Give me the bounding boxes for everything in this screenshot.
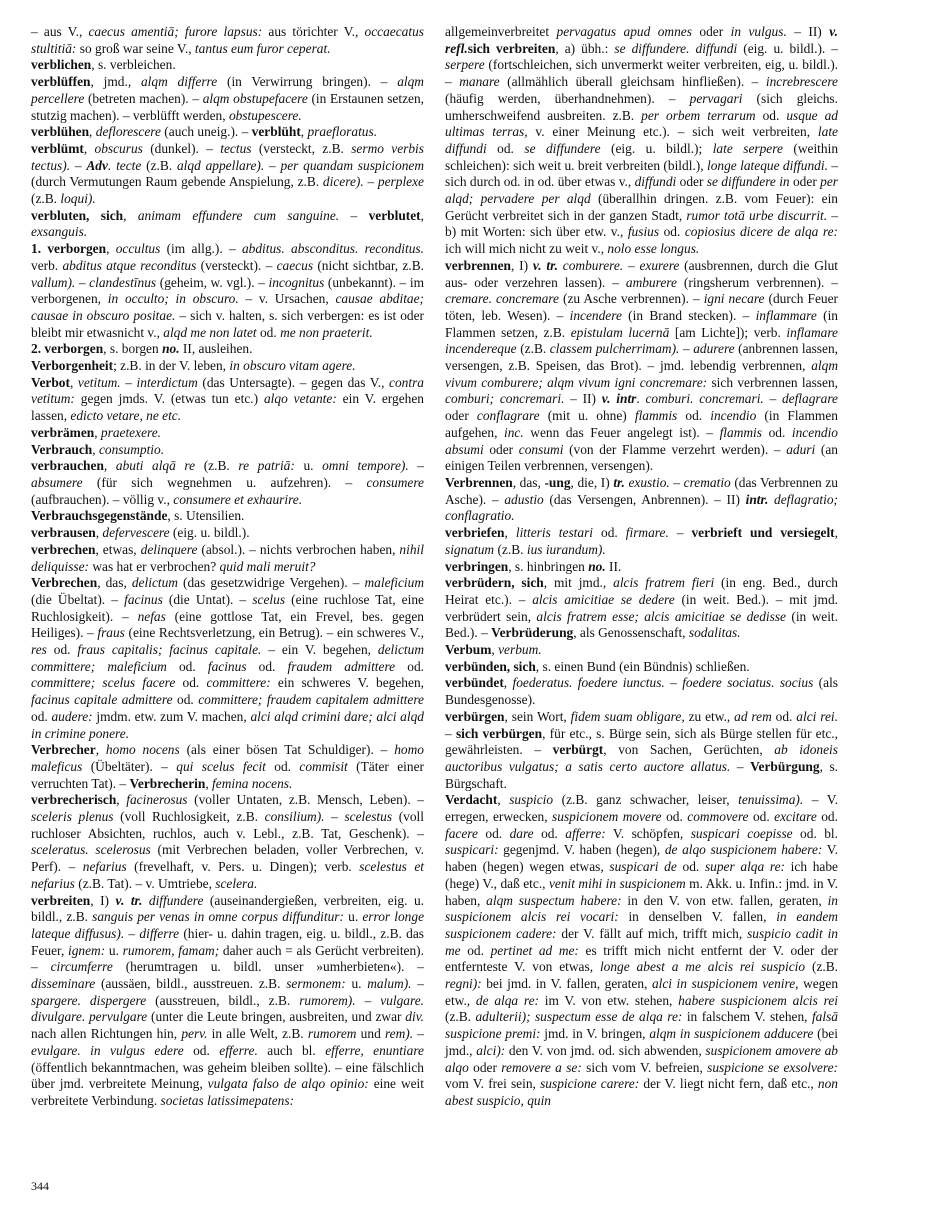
left-column — [31, 24, 424, 1110]
dictionary-entry: Verborgenheit; z.B. in der V. leben, in obscuro vitam agere. — [31, 358, 356, 374]
dictionary-entry: verbluten, sich, animam effundere cum sanguine. – verblutet, exsanguis. — [31, 207, 424, 240]
right-column — [445, 24, 838, 1110]
dictionary-entry: – aus V., caecus amentiā; furore lapsus: aus törichter V., occaecatus stultitiā: so groß war seine V., tantus eum furor ceperat. — [31, 24, 425, 56]
dictionary-entry: Verbrecher, homo nocens (als einer bösen Tat Schuldiger). – homo maleficus (Übeltäter). – qui scelus fecit od. commisit (Täter einer verruchten Tat). – Verbrecherin, femina nocens. — [31, 742, 424, 791]
dictionary-entry: verbrecherisch, facinerosus (voller Untaten, z.B. Mensch, Leben). – sceleris plenus (voll Ruchlosigkeit, z.B. consilium). – scelestus (voll ruchloser Absichten, ruchlos, auch v. Lebl., z.B. Tat, Geschenk). – sceleratus. scelerosus (mit Verbrechen beladen, voller Verbrechen, v. Perf). – nefarius (frevelhaft, v. Pers. u. Dingen); verb. scelestus et nefarius (z.B. Tat). – v. Umtriebe, scelera. — [31, 792, 424, 891]
dictionary-entry: Verdacht, suspicio (z.B. ganz schwacher, leiser, tenuissima). – V. erregen, erwecken, suspicionem movere od. commovere od. excitare od. facere od. dare od. afferre: V. schöpfen, suspicari coepisse od. bl. suspicari: gegenjmd. V. haben (hegen), de alqo suspicionem habere: V. haben (hegen) wegen etwas, suspicari de od. super alqa re: ich habe (hege) V., daß etc., venit mihi in suspicionem m. Akk. u. Infin.: jmd. in V. haben, alqm suspectum habere: in den V. von etw. fallen, geraten, in suspicionem alcis rei vocari: in denselben V. fallen, in eandem suspicionem cadere: der V. fällt auf mich, trifft mich, suspicio cadit in me od. pertinet ad me: es trifft mich nicht entfernt der V. oder der entfernteste V. von etwas, longe abest a me alcis rei suspicio (z.B. regni): bei jmd. in V. fallen, geraten, alci in suspicionem venire, wegen etw., de alqa re: im V. von etw. stehen, habere suspicionem alcis rei (z.B. adulterii); suspectum esse de alqa re: in falschem V. stehen, falsā suspicione premi: jmd. in V. bringen, alqm in suspicionem adducere (bei jmd., alci): den V. von jmd. od. sich abwenden, suspicionem amovere ab alqo oder removere a se: sich vom V. befreien, suspicione se exsolvere: vom V. frei sein, suspicione carere: der V. liegt nicht fern, daß etc., non abest suspicio, quin — [445, 792, 839, 1108]
dictionary-entry: verbrausen, defervescere (eig. u. bildl.). — [31, 525, 250, 541]
dictionary-entry: verblüffen, jmd., alqm differre (in Verwirrung bringen). – alqm percellere (betreten machen). – alqm obstupefacere (in Erstaunen setzen, stutzig machen). – verblüfft werden, obstupescere. — [31, 74, 425, 123]
dictionary-entry: verbrennen, I) v. tr. comburere. – exurere (ausbrennen, durch die Glut aus- oder verzehren lassen). – amburere (ringsherum verbrennen). – cremare. concremare (zu Asche verbrennen). – igni necare (durch Feuer töten, leb. Wesen). – incendere (in Brand stecken). – inflammare (in Flammen setzen, z.B. epistulam lucernā [am Lichte]); verb. inflamare incendereque (z.B. classem pulcherrimam). – adurere (anbrennen lassen, versengen, z.B. Speisen, das Brot). – jmd. lebendig verbrennen, alqm vivum comburere; alqm vivum igni concremare: sich verbrennen lassen, comburi; concremari. – II) v. intr. comburi. concremari. – deflagrare oder conflagrare (mit u. ohne) flammis od. incendio (in Flammen aufgehen, inc. wenn das Feuer angelegt ist). – flammis od. incendio absumi oder consumi (von der Flamme verzehrt werden). – aduri (an einigen Teilen verbrennen, versengen). — [445, 257, 839, 474]
dictionary-entry: verblichen, s. verbleichen. — [31, 57, 176, 73]
dictionary-entry: verbrüdern, sich, mit jmd., alcis fratrem fieri (in eng. Bed., durch Heirat etc.). – alcis amicitiae se dedere (in weit. Bed.). – mit jmd. verbrüdert sein, alcis fratrem esse; alcis amicitiae se dedisse (in weit. Bed.). – Verbrüderung, als Genossenschaft, sodalitas. — [445, 575, 838, 641]
dictionary-entry: 1. verborgen, occultus (im allg.). – abditus. absconditus. reconditus. verb. abditus atque reconditus (versteckt). – caecus (nicht sichtbar, z.B. vallum). – clandestīnus (geheim, w. vgl.). – incognitus (unbekannt). – im verborgenen, in occulto; in obscuro. – v. Ursachen, causae abditae; causae in obscuro positae. – sich v. halten, s. sich verbergen: es ist oder bleibt mir etwasnicht v., alqd me non latet od. me non praeterit. — [31, 241, 425, 340]
dictionary-entry: verbündet, foederatus. foedere iunctus. – foedere sociatus. socius (als Bundesgenosse). — [445, 675, 839, 708]
dictionary-entry: verbünden, sich, s. einen Bund (ein Bündnis) schließen. — [445, 658, 750, 674]
dictionary-entry: Verbrauch, consumptio. — [31, 441, 165, 457]
dictionary-entry: Verbrauchsgegenstände, s. Utensilien. — [31, 508, 245, 524]
dictionary-entry: verbreiten, I) v. tr. diffundere (auseinandergießen, verbreiten, eig. u. bildl., z.B. sanguis per venas in omne corpus diffunditur: u. error longe lateque diffusus). – differre (hier- u. dahin tragen, eig. u. bildl., z.B. das Feuer, ignem: u. rumorem, famam; daher auch = als Gerücht verbreiten). – circumferre (herumtragen u. bildl. unser »umherbieten«). – disseminare (aussäen, bildl., ausstreuen. z.B. sermonem: u. malum). – spargere. dispergere (ausstreuen, bildl., z.B. rumorem). – vulgare. divulgare. pervulgare (unter die Leute bringen, ausbreiten, und zwar div. nach allen Richtungen hin, perv. in alle Welt, z.B. rumorem und rem). – evulgare. in vulgus edere od. efferre. auch bl. efferre, enuntiare (öffentlich bekanntmachen, was geheim bleiben sollte). – eine fälschlich über jmd. verbreitete Meinung, vulgata falso de alqo opinio: eine weit verbreitete Verbindung. societas latissimepatens: — [31, 892, 425, 1108]
dictionary-entry: verblühen, deflorescere (auch uneig.). – verblüht, praefloratus. — [31, 124, 378, 140]
page-number: 344 — [31, 1179, 49, 1193]
dictionary-entry: verbriefen, litteris testari od. firmare. – verbrieft und versiegelt, signatum (z.B. ius iurandum). — [445, 525, 838, 557]
dictionary-entry: verbrämen, praetexere. — [31, 424, 162, 440]
dictionary-entry: verbrauchen, abuti alqā re (z.B. re patriā: u. omni tempore). – absumere (für sich wegnehmen u. aufzehren). – consumere (aufbrauchen). – völlig v., consumere et exhaurire. — [31, 458, 424, 507]
dictionary-entry: verbürgen, sein Wort, fidem suam obligare, zu etw., ad rem od. alci rei. – sich verbürgen, für etc., s. Bürge sein, sich als Bürge stellen für etc., gewährleisten. – verbürgt, von Sachen, Gerüchten, ab idoneis auctoribus vulgatus; a satis certo auctore allatus. – Verbürgung, s. Bürgschaft. — [445, 708, 839, 791]
dictionary-entry: 2. verborgen, s. borgen no. II, ausleihen. — [31, 341, 253, 357]
dictionary-entry: Verbot, vetitum. – interdictum (das Untersagte). – gegen das V., contra vetitum: gegen jmds. V. (etwas tun etc.) alqo vetante: ein V. ergehen lassen, edicto vetare, ne etc. — [31, 374, 425, 424]
dictionary-entry: verbrechen, etwas, delinquere (absol.). – nichts verbrochen haben, nihil deliquisse: was hat er verbrochen? quid mali meruit? — [31, 541, 424, 574]
dictionary-entry: Verbum, verbum. — [445, 642, 542, 658]
dictionary-entry: verblümt, obscurus (dunkel). – tectus (versteckt, z.B. sermo verbis tectus). – Adv. tecte (z.B. alqd appellare). – per quandam suspicionem (durch Vermutungen Raum gebende Anspielung, z.B. dicere). – perplexe (z.B. loqui). — [31, 140, 425, 207]
dictionary-entry: Verbrennen, das, -ung, die, I) tr. exustio. – crematio (das Verbrennen zu Asche). – adustio (das Versengen, Anbrennen). – II) intr. deflagratio; conflagratio. — [445, 474, 838, 524]
dictionary-entry: Verbrechen, das, delictum (das gesetzwidrige Vergehen). – maleficium (die Übeltat). – facinus (die Untat). – scelus (eine ruchlose Tat, eine Ruchlosigkeit). – nefas (eine gottlose Tat, ein Frevel, bes. gegen Heiliges). – fraus (eine Rechtsverletzung, ein Betrug). – ein schweres V., res od. fraus capitalis; facinus capitale. – ein V. begehen, delictum committere; maleficium od. facinus od. fraudem admittere od. committere; scelus facere od. committere: ein schweres V. begehen, facinus capitale admittere od. committere; fraudem capitalem admittere od. audere: jmdm. etw. zum V. machen, alci alqd crimini dare; alci alqd in crimine ponere. — [31, 575, 424, 741]
dictionary-entry: verbringen, s. hinbringen no. II. — [445, 558, 622, 574]
dictionary-entry: allgemeinverbreitet pervagatus apud omnes oder in vulgus. – II) v. refl.sich verbreiten, a) übh.: se diffundere. diffundi (eig. u. bildl.). – serpere (fortschleichen, sich unvermerkt weiter verbreiten, eig, u. bildl.). – manare (allmählich überall gleichsam hinfließen). – increbrescere (häufig werden, überhandnehmen). – pervagari (sich gleichs. umherschweifend ausbreiten. z.B. per orbem terrarum od. usque ad ultimas terras, v. einer Meinung etc.). – sich weit verbreiten, late diffundi od. se diffundere (eig. u. bildl.); late serpere (weithin schleichen): sich weit u. breit verbreiten (bildl.), longe lateque diffundi. – sich durch od. in od. über etwas v., diffundi oder se diffundere in oder per alqd; pervadere per alqd (überallhin dringen. z.B. vom Feuer): ein Gerücht verbreitet sich in der ganzen Stadt, rumor totā urbe discurrit. – b) mit Worten: sich über etw. v., fusius od. copiosius dicere de alqa re: ich will mich nicht zu weit v., nolo esse longus. — [445, 24, 839, 257]
